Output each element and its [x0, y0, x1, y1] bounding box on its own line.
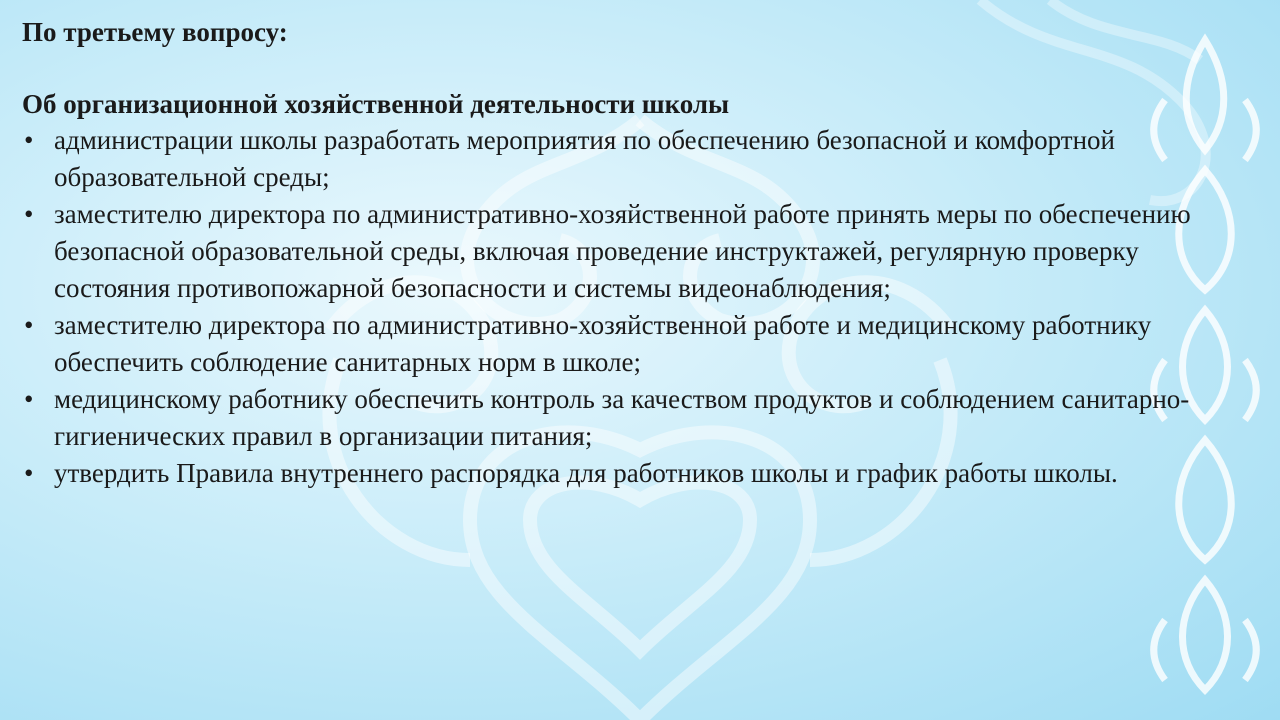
- slide-heading: По третьему вопросу:: [22, 17, 288, 47]
- slide-content: [22, 14, 1252, 492]
- list-item: • утвердить Правила внутреннего распорядка для работников школы и график работы школы.: [22, 455, 1252, 492]
- list-item: • заместителю директора по административно-хозяйственной работе и медицинскому работнику обеспечить соблюдение санитарных норм в школе;: [22, 307, 1252, 381]
- list-item: • заместителю директора по административно-хозяйственной работе принять меры по обеспечению безопасной образовательной среды, включая проведение инструктажей, регулярную проверку состояния противопожарной безопасности и системы видеонаблюдения;: [22, 196, 1252, 307]
- bullet-list: [22, 122, 1252, 492]
- list-item: • администрации школы разработать мероприятия по обеспечению безопасной и комфортной образовательной среды;: [22, 122, 1252, 196]
- list-item: • медицинскому работнику обеспечить контроль за качеством продуктов и соблюдением санитарно-гигиенических правил в организации питания;: [22, 381, 1252, 455]
- section-title: Об организационной хозяйственной деятельности школы: [22, 89, 730, 119]
- spacer: [22, 50, 1252, 86]
